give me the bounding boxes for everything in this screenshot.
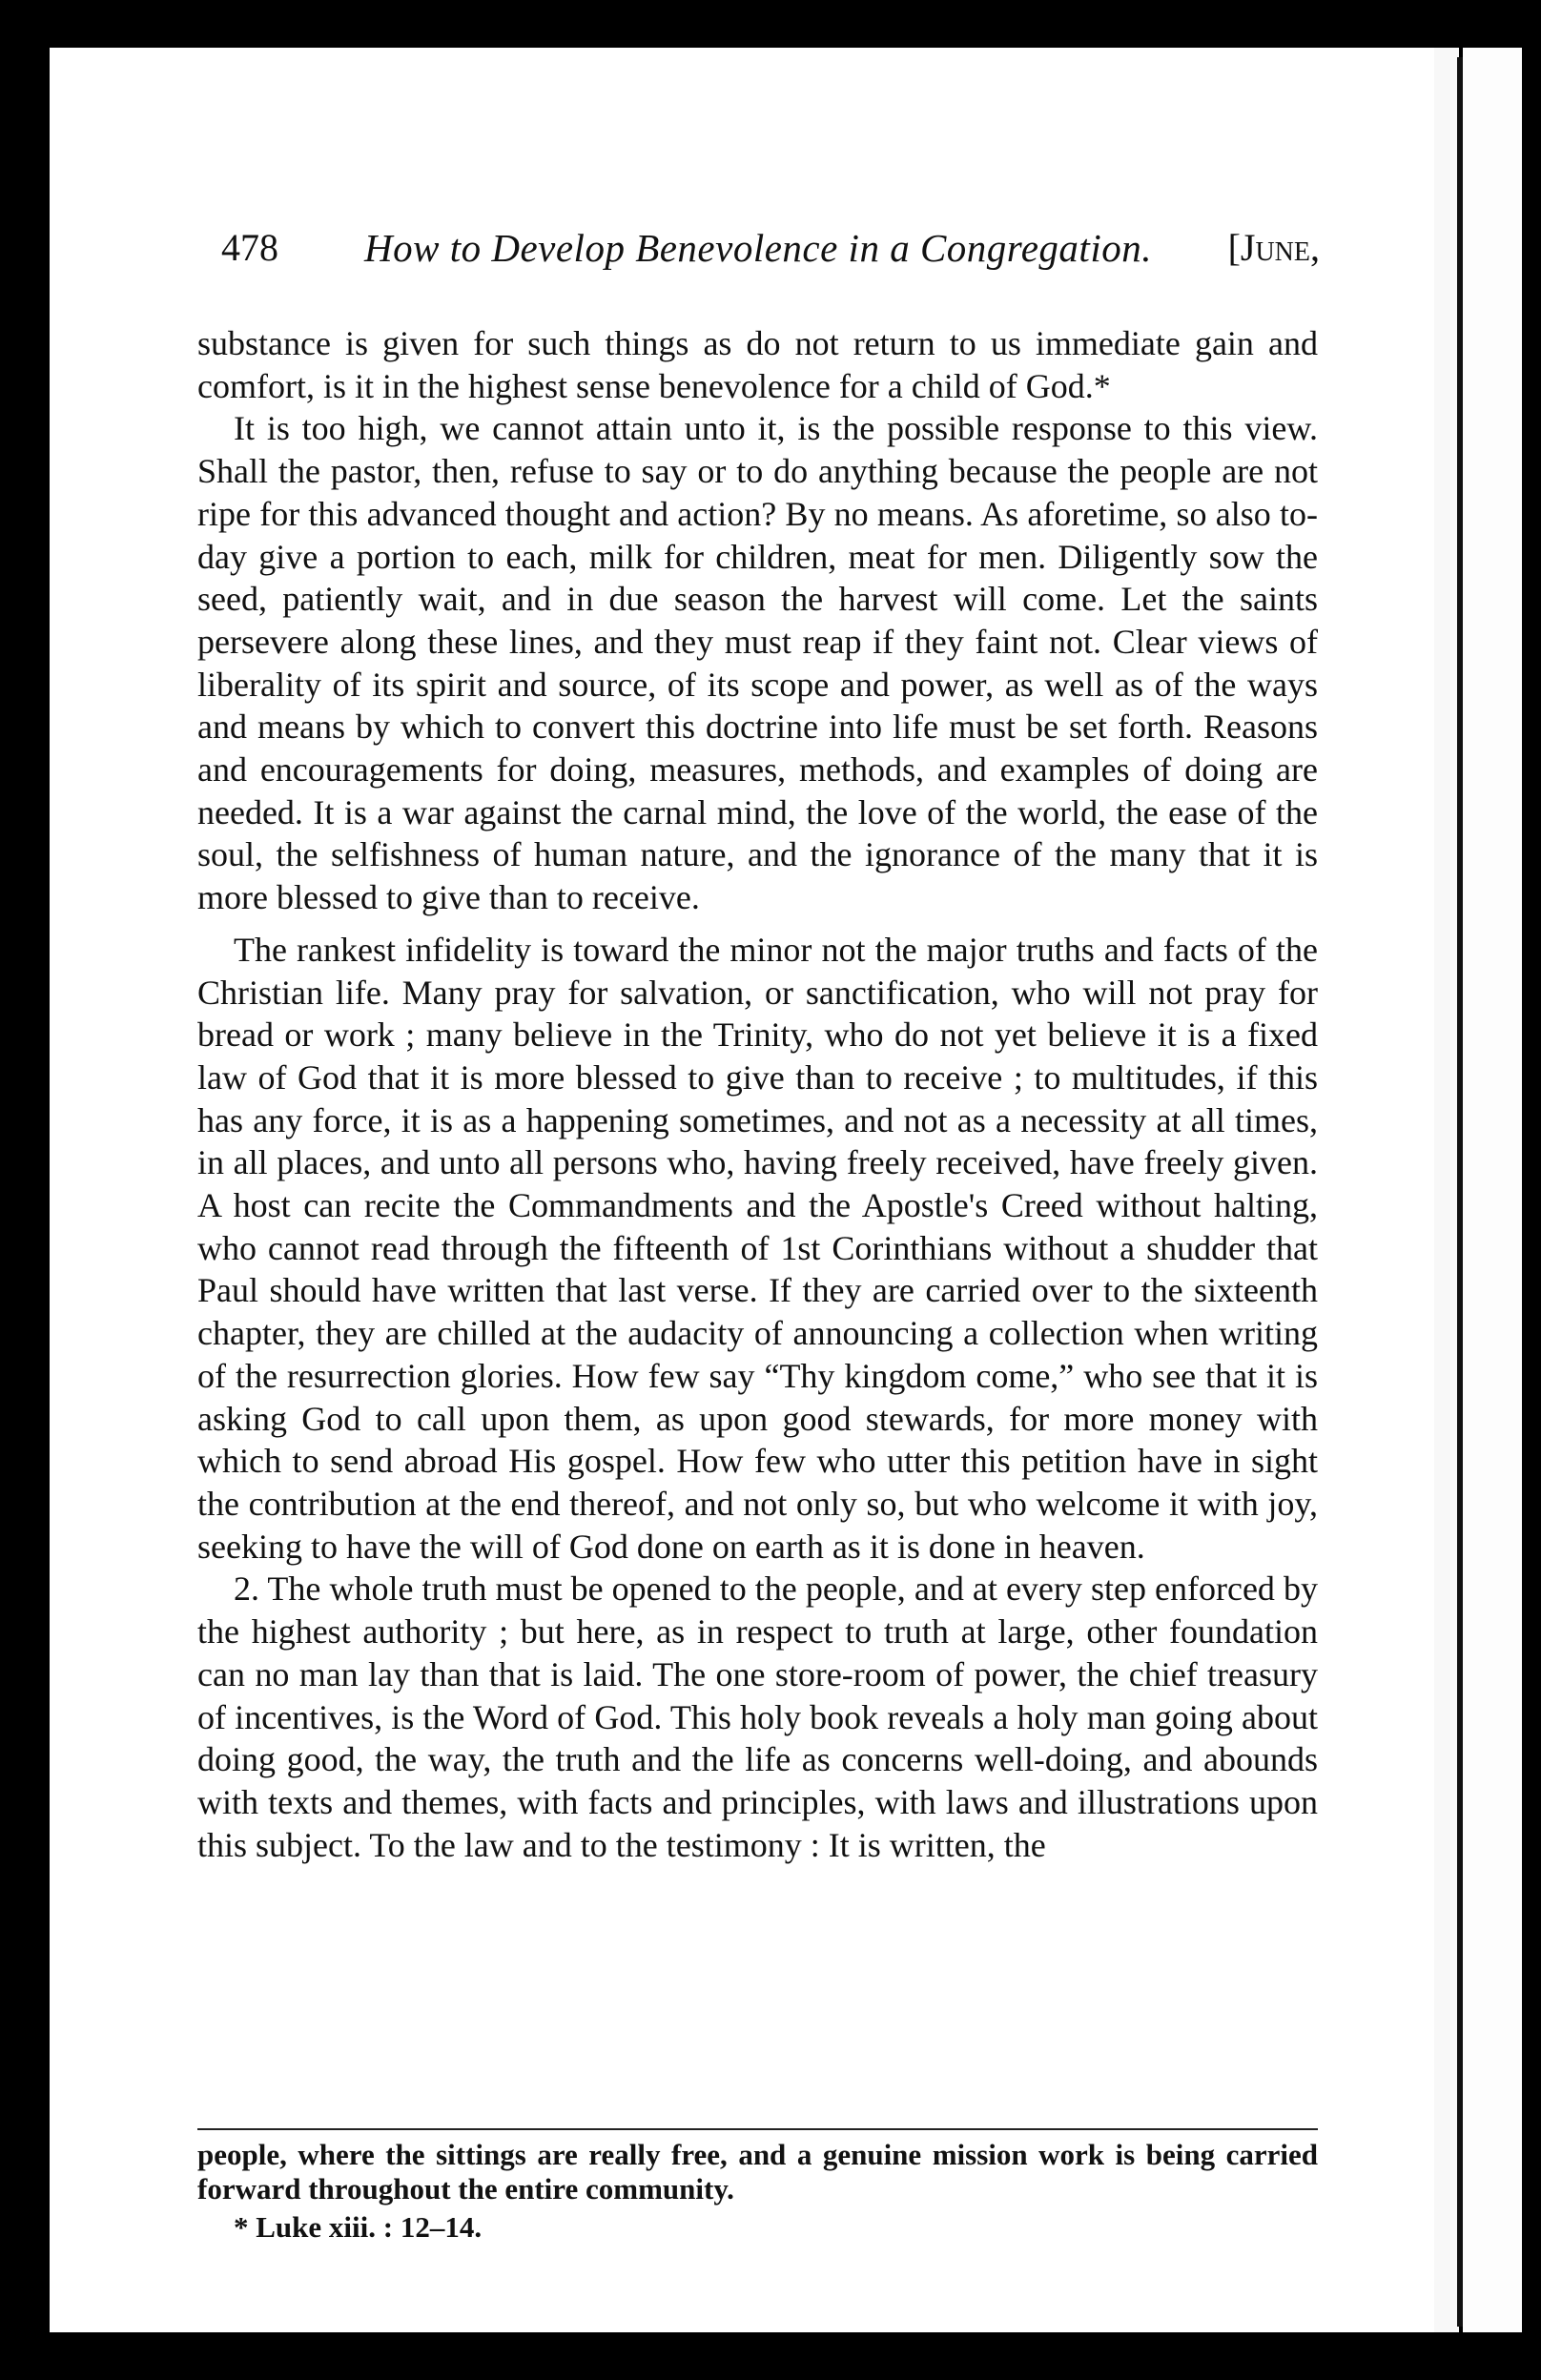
running-head [50,215,1434,281]
paragraph: 2. The whole truth must be opened to the people, and at every step enforced by the highest authority ; but here, as in respect to truth at large, other foundation can no man lay than that is laid. The one store-room of power, the chief treasury of incentives, is the Word of God. This holy book reveals a holy man going about doing good, the way, the truth and the life as concerns well-doing, and abounds with texts and themes, with facts and principles, with laws and illustrations upon this subject. To the law and to the testimony : It is written, the [197,1570,1318,1864]
paragraph: It is too high, we cannot attain unto it, is the possible response to this view. Shall the pastor, then, refuse to say or to do anything because the people are not ripe for this advanced thought and action? By no means. As aforetime, so also to-day give a portion to each, milk for children, meat for men. Diligently sow the seed, patiently wait, and in due season the harvest will come. Let the saints persevere along these lines, and they must reap if they faint not. Clear views of liberality of its spirit and source, of its scope and power, as well as of the ways and means by which to convert this doctrine into life must be set forth. Reasons and encouragements for doing, measures, methods, and examples of doing are needed. It is a war against the carnal mind, the love of the world, the ease of the soul, the selfishness of human nature, and the ignorance of the many that it is more blessed to give than to receive. [197,409,1318,917]
page-number: 478 [221,226,278,269]
body-text [197,322,1318,1866]
footnote-continuation: people, where the sittings are really free, and a genuine mission work is being carried forward throughout the entire community. [197,2138,1318,2206]
facing-page-edge [1463,48,1522,2332]
paragraph: The rankest infidelity is toward the minor not the major truths and facts of the Christian life. Many pray for salvation, or sanctification, who will not pray for bread or work ; many believe in the Trinity, who do not yet believe it is a fixed law of God that it is more blessed to give than to receive ; to multitudes, if this has any force, it is as a happening sometimes, and not as a necessity at all times, in all places, and unto all persons who, having freely received, have freely given. A host can recite the Commandments and the Apostle's Creed without halting, who cannot read through the fifteenth of 1st Corinthians without a shudder that Paul should have written that last verse. If they are carried over to the sixteenth chapter, they are chilled at the audacity of announcing a collection when writing of the resurrection glories. How few say “Thy kingdom come,” who see that it is asking God to call upon them, as upon good stewards, for more money with which to send abroad His gospel. How few who utter this petition have in sight the contribution at the end thereof, and not only so, but who welcome it with joy, seeking to have the will of God done on earth as it is done in heaven. [197,930,1318,1566]
running-date: [June, [1227,226,1320,269]
footnote-divider [197,2128,1318,2130]
paragraph-continuation: substance is given for such things as do not return to us immediate gain and comfort, is it in the highest sense benevolence for a child of God.* [197,324,1318,405]
footnote: * Luke xiii. : 12–14. [234,2210,483,2244]
page-edge [1434,48,1459,2332]
footnotes [197,2138,1318,2245]
running-title: How to Develop Benevolence in a Congregation. [364,226,1152,270]
book-page [50,48,1434,2332]
